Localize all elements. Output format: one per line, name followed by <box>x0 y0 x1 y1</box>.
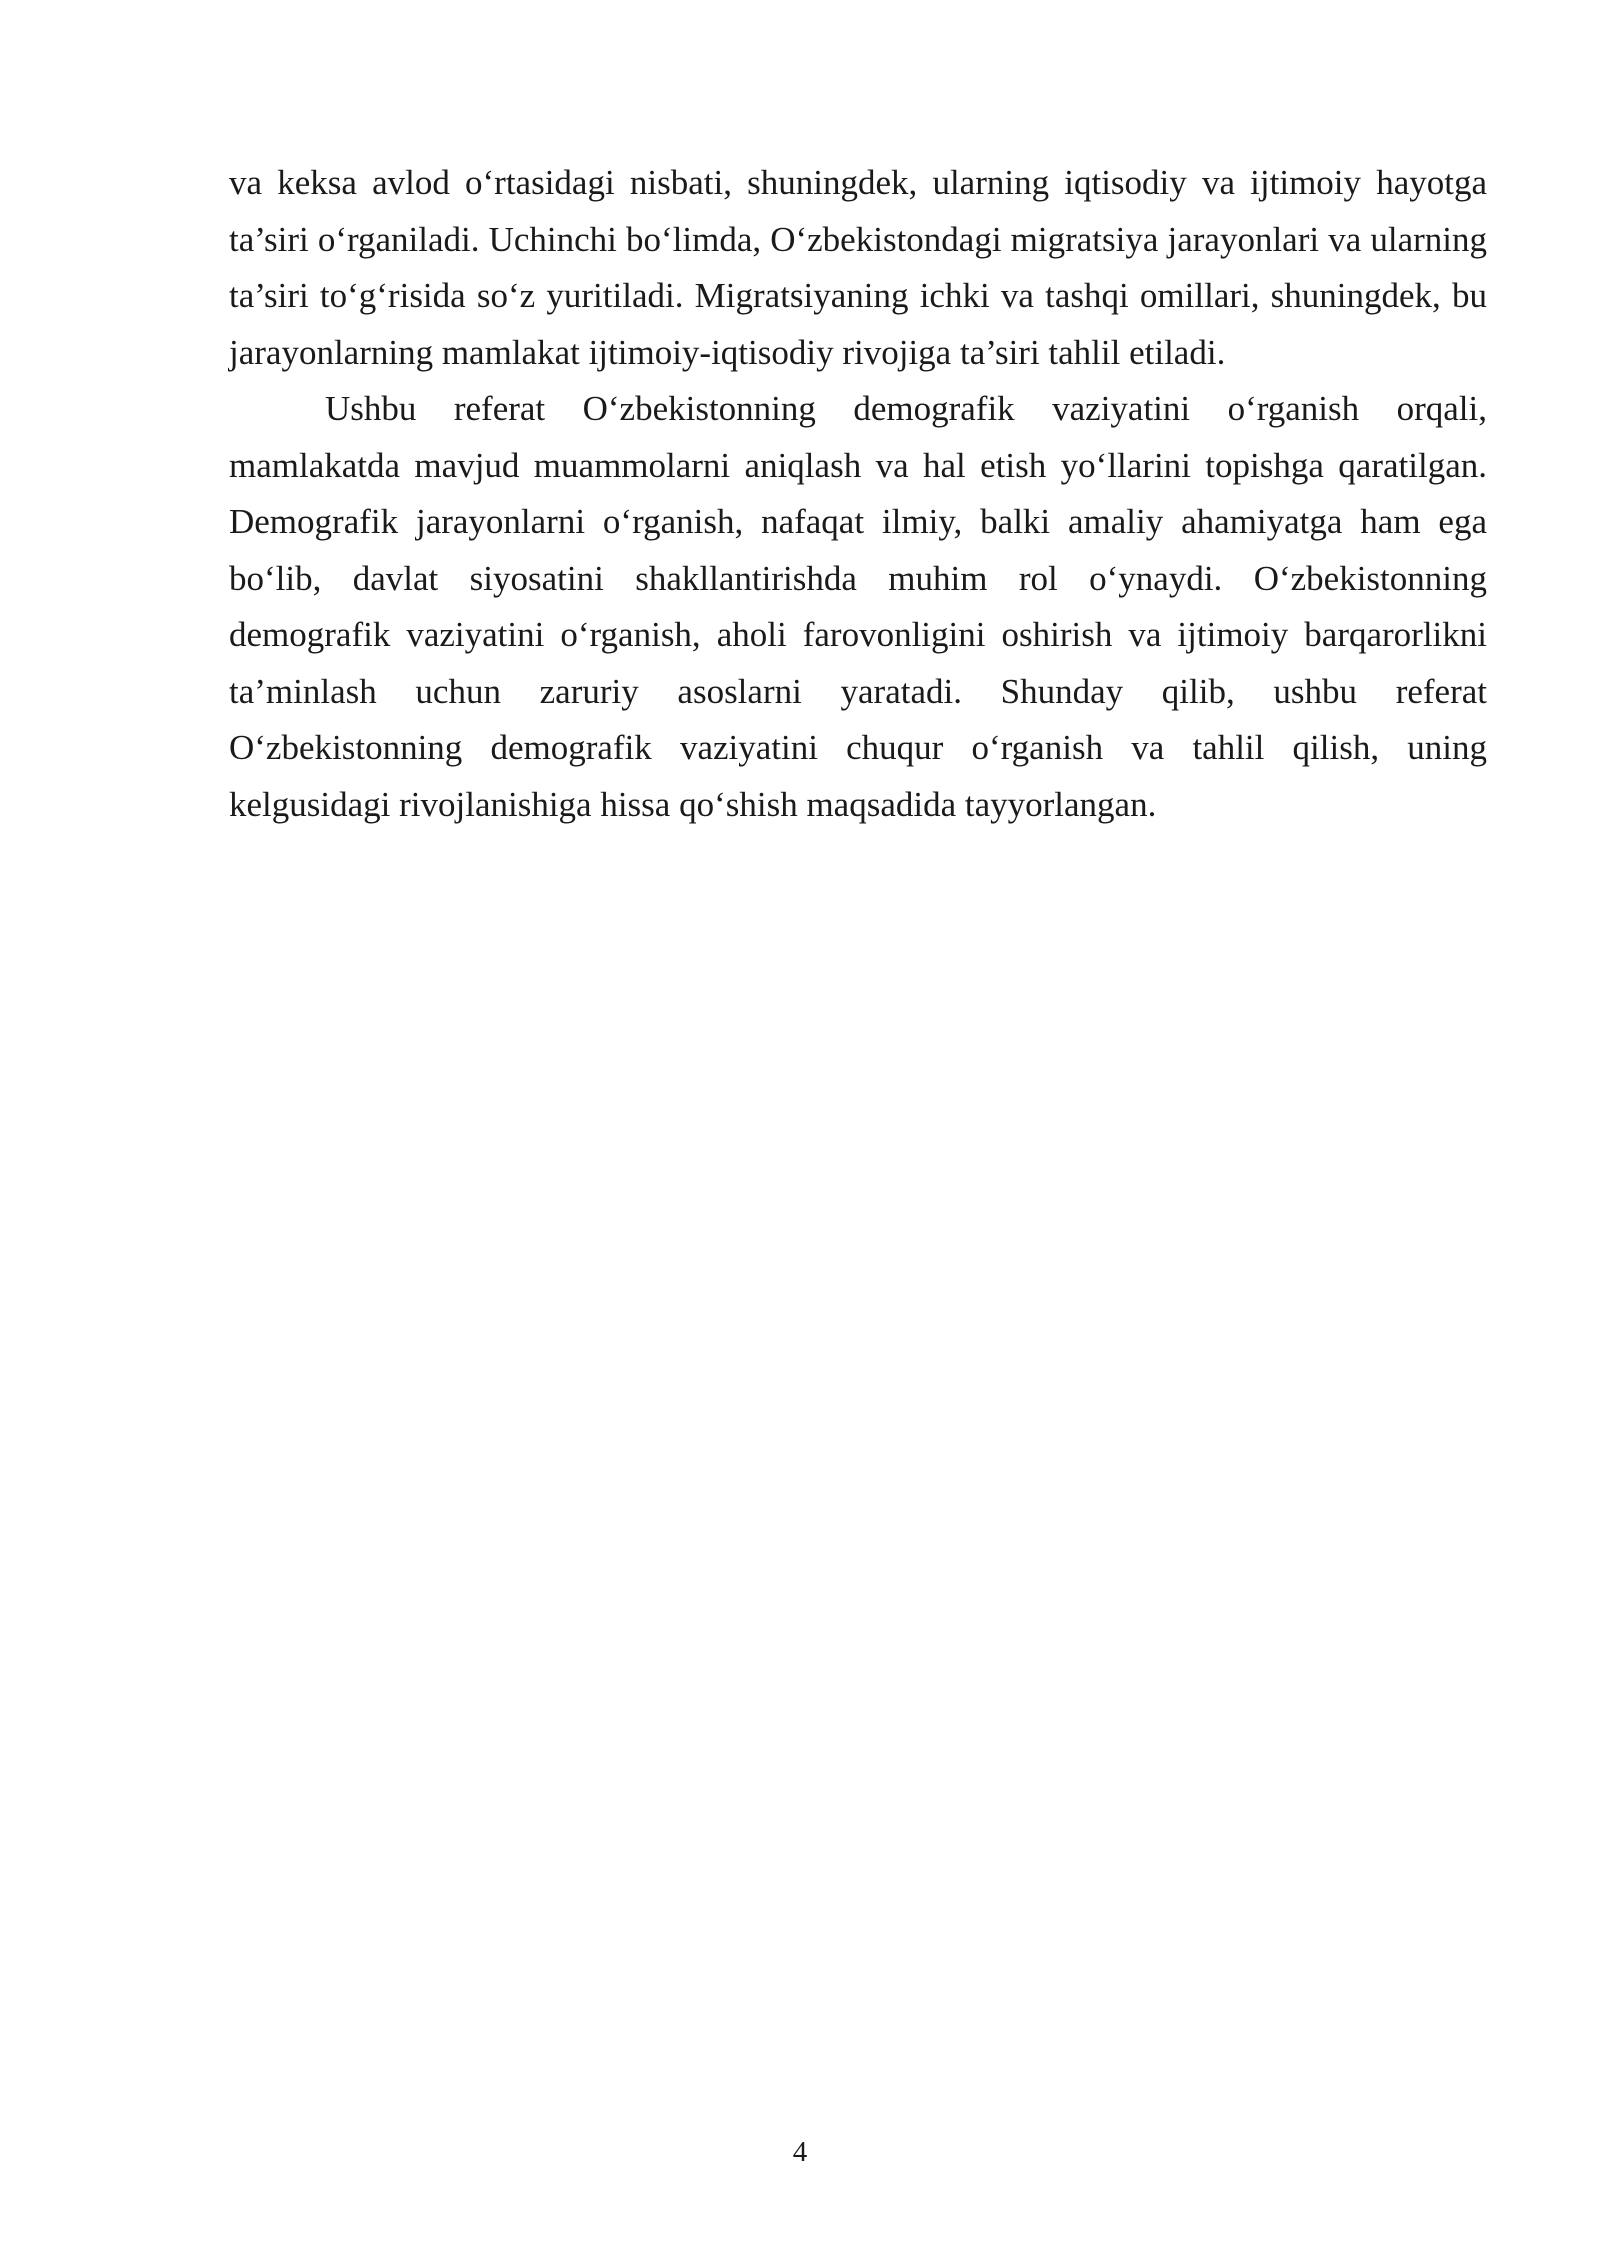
page-number: 4 <box>792 2136 808 2168</box>
paragraph-referat-purpose: Ushbu referat O‘zbekistonning demografik vaziyatini o‘rganish orqali, mamlakatda mavjud muammolarni aniqlash va hal etish yo‘llarini topishga qaratilgan. Demografik jarayonlarni o‘rganish, nafaqat ilmiy, balki amaliy ahamiyatga ham ega bo‘lib, davlat siyosatini shakllantirishda muhim rol o‘ynaydi. O‘zbekistonning demografik vaziyatini o‘rganish, aholi farovonligini oshirish va ijtimoiy barqarorlikni ta’minlash uchun zaruriy asoslarni yaratadi. Shunday qilib, ushbu referat O‘zbekistonning demografik vaziyatini chuqur o‘rganish va tahlil qilish, uning kelgusidagi rivojlanishiga hissa qo‘shish maqsadida tayyorlangan. <box>229 389 1487 824</box>
paragraph-continuation: va keksa avlod o‘rtasidagi nisbati, shuningdek, ularning iqtisodiy va ijtimoiy hayotga ta’siri o‘rganiladi. Uchinchi bo‘limda, O‘zbekistondagi migratsiya jarayonlari va ularning ta’siri to‘g‘risida so‘z yuritiladi. Migratsiyaning ichki va tashqi omillari, shuningdek, bu jarayonlarning mamlakat ijtimoiy-iqtisodiy rivojiga ta’siri tahlil etiladi. <box>229 163 1487 372</box>
document-body <box>229 155 1487 833</box>
